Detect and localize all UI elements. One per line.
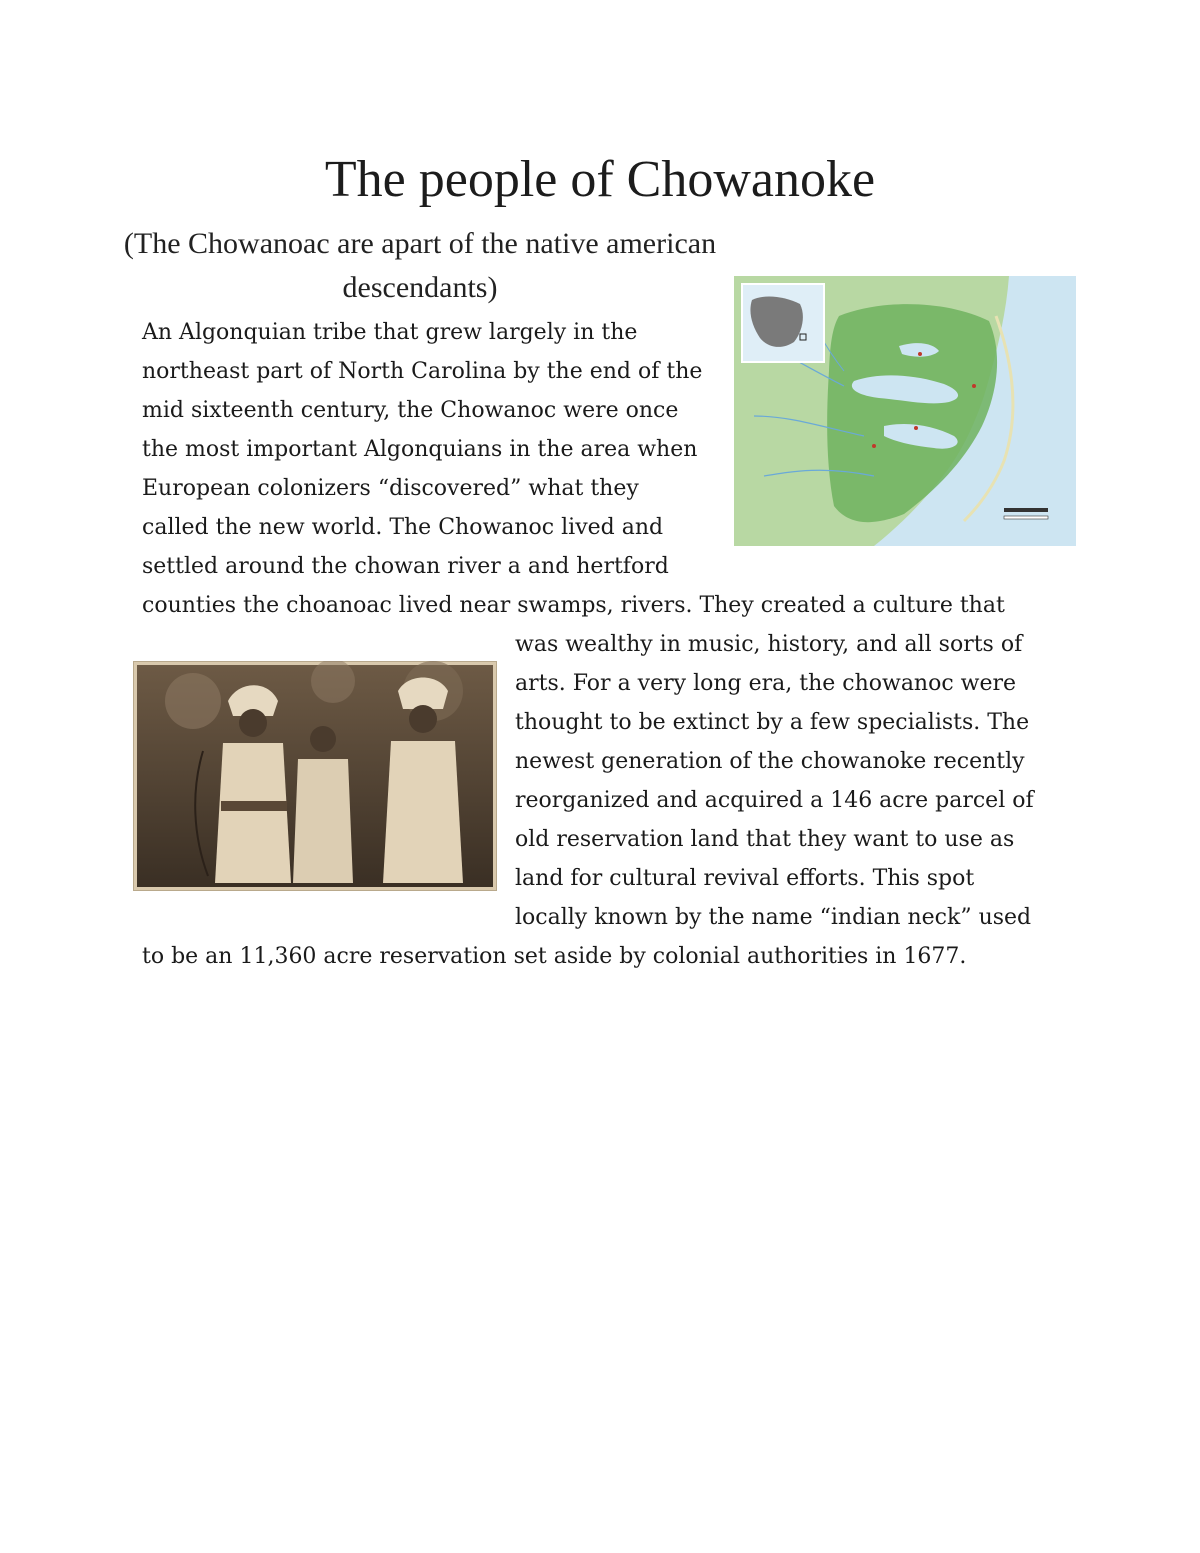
body-line: counties the choanoac lived near swamps, rivers. They created a culture that xyxy=(142,593,1005,618)
body-line: northeast part of North Carolina by the end of the xyxy=(142,359,703,384)
body-line: arts. For a very long era, the chowanoc were xyxy=(515,671,1017,696)
body-line: was wealthy in music, history, and all sorts of xyxy=(515,632,1023,657)
body-line: the most important Algonquians in the area when xyxy=(142,437,698,462)
body-line: European colonizers “discovered” what they xyxy=(142,476,639,501)
map-image xyxy=(734,276,1076,546)
photo-image xyxy=(133,661,497,891)
body-line: settled around the chowan river a and hertford xyxy=(142,554,669,579)
body-line: reorganized and acquired a 146 acre parcel of xyxy=(515,788,1034,813)
body-line: thought to be extinct by a few specialists. The xyxy=(515,710,1030,735)
body-line: land for cultural revival efforts. This spot xyxy=(515,866,975,891)
body-line: old reservation land that they want to use as xyxy=(515,827,1015,852)
body-line: newest generation of the chowanoke recently xyxy=(515,749,1025,774)
page-subtitle: (The Chowanoac are apart of the native american descendants) xyxy=(123,227,717,304)
body-line: called the new world. The Chowanoc lived and xyxy=(142,515,664,540)
body-line: to be an 11,360 acre reservation set aside by colonial authorities in 1677. xyxy=(142,944,967,969)
map-graphic xyxy=(734,276,1076,546)
page-title: The people of Chowanoke xyxy=(324,151,876,208)
body-line: mid sixteenth century, the Chowanoc were once xyxy=(142,398,679,423)
body-line: locally known by the name “indian neck” used xyxy=(515,905,1032,930)
body-line: An Algonquian tribe that grew largely in the xyxy=(142,320,638,345)
photo-graphic xyxy=(133,661,497,891)
